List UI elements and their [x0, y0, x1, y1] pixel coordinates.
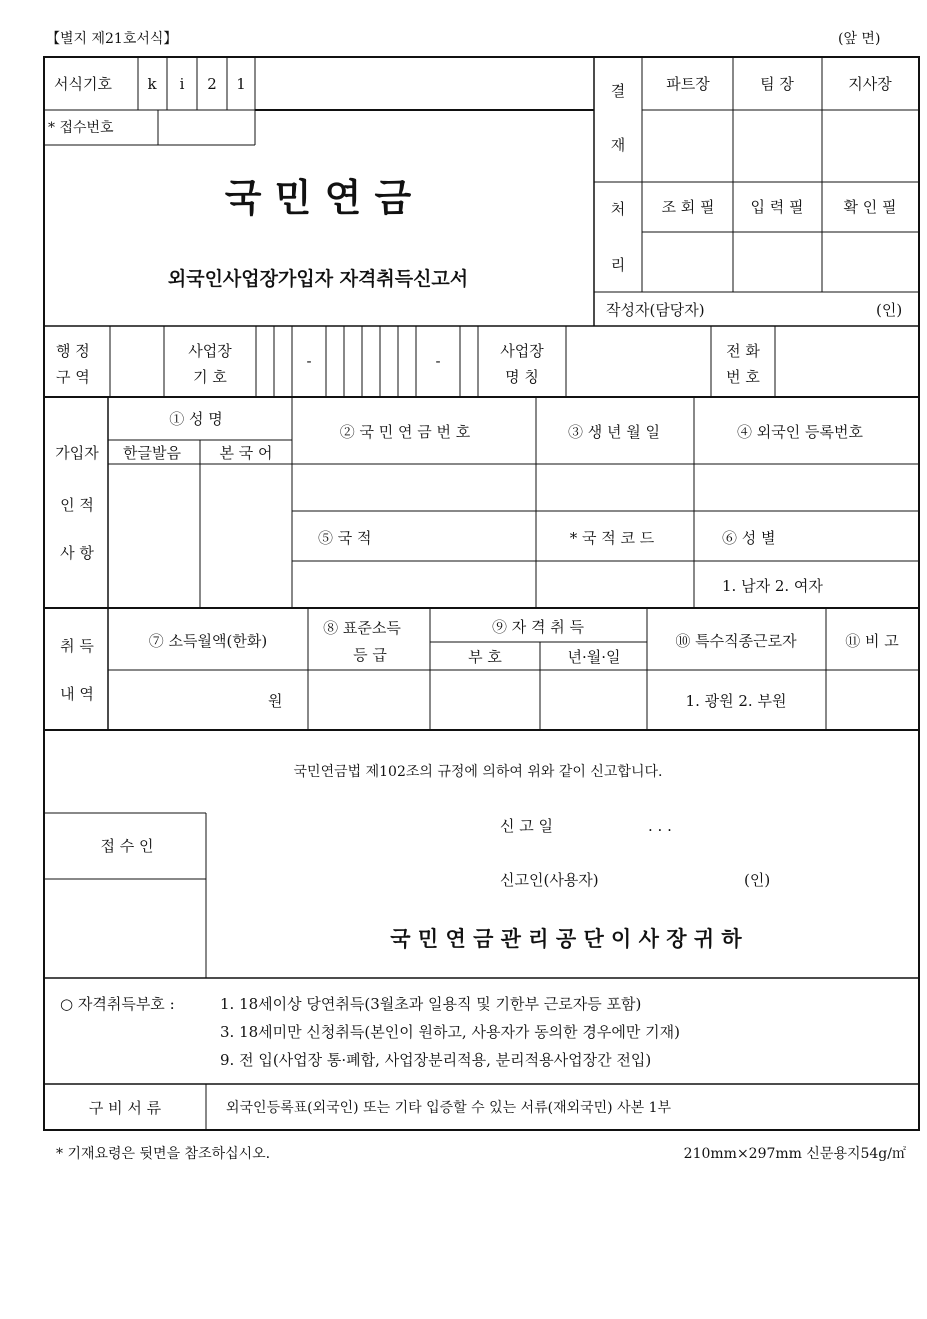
standard-grade-header: ⑧ 표준소득 — [323, 619, 401, 637]
code-item: 3. 18세미만 신청취득(본인이 원하고, 사용자가 동의한 경우에만 기재) — [220, 1023, 680, 1041]
acquisition-side: 내 역 — [60, 685, 94, 703]
nationality-header: ⑤ 국 적 — [318, 529, 372, 547]
district-label: 구 역 — [56, 368, 90, 386]
approval-check: 확 인 필 — [843, 198, 897, 216]
remark-header: ⑪ 비 고 — [845, 632, 899, 650]
writer-seal: (인) — [876, 301, 903, 319]
subscriber-side: 인 적 — [60, 496, 94, 514]
approval-side-char: 리 — [610, 256, 626, 274]
declaration-statement: 국민연금법 제102조의 규정에 의하여 위와 같이 신고합니다. — [293, 764, 663, 780]
qualification-header: ⑨ 자 격 취 득 — [491, 618, 585, 636]
sex-options: 1. 남자 2. 여자 — [722, 577, 823, 595]
subscriber-side: 가입자 — [55, 444, 99, 462]
subscriber-side: 사 항 — [60, 544, 94, 562]
income-header: ⑦ 소득월액(한화) — [148, 632, 268, 650]
registration-number-header: ④ 외국인 등록번호 — [737, 423, 863, 441]
approval-side-char: 결 — [610, 82, 626, 100]
footer-note: * 기재요령은 뒷면을 참조하십시오. — [56, 1146, 271, 1162]
approval-role: 파트장 — [666, 75, 710, 93]
birth-date-header: ③ 생 년 월 일 — [567, 423, 661, 441]
writer-label: 작성자(담당자) — [606, 301, 705, 319]
hangul-header: 한글발음 — [123, 444, 181, 462]
form-code-char: k — [147, 75, 157, 93]
sex-header: ⑥ 성 별 — [722, 529, 776, 547]
approval-check: 조 회 필 — [661, 198, 715, 216]
form-title: 국 민 연 금 — [224, 175, 412, 220]
acquisition-side: 취 득 — [60, 637, 94, 655]
won-unit: 원 — [268, 692, 283, 710]
district-label: 행 정 — [56, 342, 90, 360]
special-worker-options: 1. 광원 2. 부원 — [685, 692, 787, 710]
report-date-value: . . . — [648, 817, 672, 835]
codes-label: ○ 자격취득부호 : — [60, 995, 175, 1013]
nation-code-header: * 국 적 코 드 — [569, 529, 655, 547]
reporter-seal: (인) — [744, 871, 771, 889]
code-dash: - — [435, 352, 441, 370]
workplace-name-label: 명 칭 — [505, 368, 539, 386]
approval-role: 팀 장 — [760, 75, 794, 93]
receipt-number-label: * 접수번호 — [48, 120, 114, 136]
phone-label: 전 화 — [726, 342, 760, 360]
approval-side-char: 처 — [610, 200, 626, 218]
name-header: ① 성 명 — [169, 410, 223, 428]
code-item: 9. 전 입(사업장 통·폐합, 사업장분리적용, 분리적용사업장간 전입) — [220, 1051, 652, 1069]
form-code-char: 2 — [207, 75, 217, 93]
documents-value: 외국인등록표(외국인) 또는 기타 입증할 수 있는 서류(재외국민) 사본 1부 — [226, 1100, 672, 1116]
code-item: 1. 18세이상 당연취득(3월초과 일용직 및 기한부 근로자등 포함) — [220, 995, 642, 1013]
reporter-label: 신고인(사용자) — [500, 871, 599, 889]
special-worker-header: ⑩ 특수직종근로자 — [675, 632, 797, 650]
receiver-label: 접 수 인 — [100, 837, 154, 855]
form-code-char: i — [179, 75, 185, 93]
native-name-header: 본 국 어 — [219, 444, 273, 462]
workplace-name-label: 사업장 — [500, 342, 544, 360]
form-subtitle: 외국인사업장가입자 자격취득신고서 — [167, 268, 469, 290]
approval-check: 입 력 필 — [750, 198, 804, 216]
form-number: 【별지 제21호서식】 — [46, 31, 178, 47]
page-side: (앞 면) — [838, 31, 881, 47]
form-code-char: 1 — [236, 75, 246, 93]
pension-number-header: ② 국 민 연 금 번 호 — [339, 423, 471, 441]
approval-role: 지사장 — [848, 75, 892, 93]
form-code-label: 서식기호 — [54, 75, 112, 93]
documents-label: 구 비 서 류 — [88, 1099, 162, 1117]
code-dash: - — [306, 352, 312, 370]
qualification-code-header: 부 호 — [468, 648, 502, 666]
phone-label: 번 호 — [726, 368, 760, 386]
paper-spec: 210mm×297mm 신문용지54g/㎡ — [683, 1146, 906, 1162]
addressee: 국 민 연 금 관 리 공 단 이 사 장 귀 하 — [390, 926, 742, 951]
qualification-date-header: 년·월·일 — [567, 648, 621, 666]
report-date-label: 신 고 일 — [500, 817, 554, 835]
standard-grade-header: 등 급 — [353, 646, 387, 664]
workplace-code-label: 기 호 — [193, 368, 227, 386]
workplace-code-label: 사업장 — [188, 342, 232, 360]
approval-side-char: 재 — [610, 136, 626, 154]
